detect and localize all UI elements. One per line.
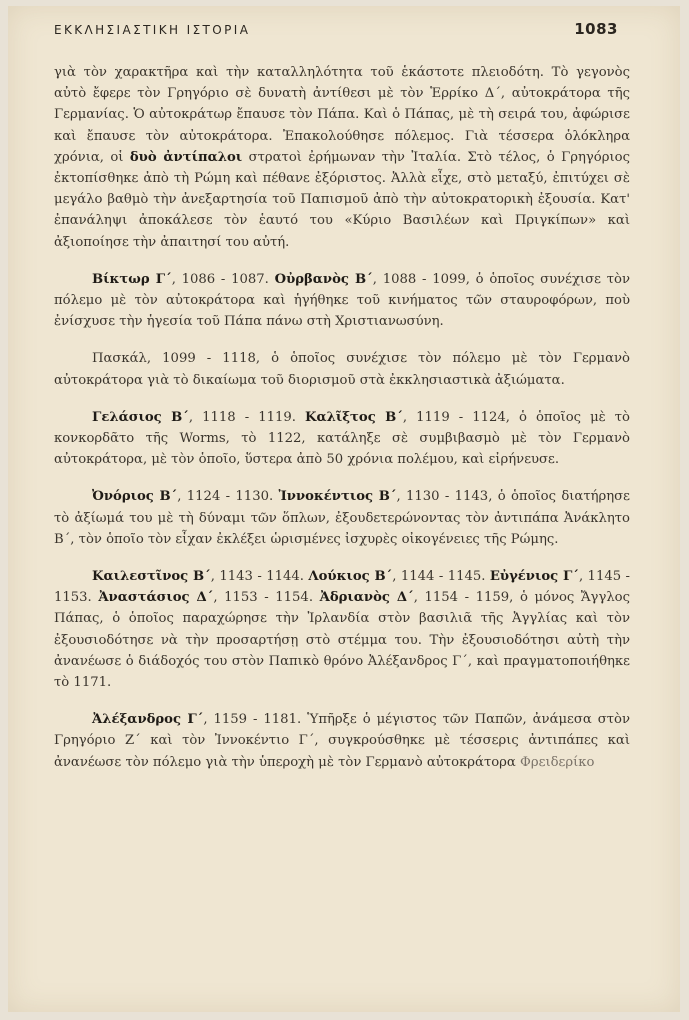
pope-name: Ἀλέξανδρος Γ΄: [92, 712, 204, 728]
pope-name: Ἀδριανὸς Δ΄: [319, 590, 414, 606]
pope-name: Λούκιος Β΄: [308, 569, 393, 585]
pope-name: Καιλεστῖνος Β΄: [92, 569, 211, 585]
page-body: [54, 62, 630, 773]
paragraph-entry: Καιλεστῖνος Β΄, 1143 - 1144. Λούκιος Β΄, 1144 - 1145. Εὐγένιος Γ΄, 1145 - 1153. Ἀναστάσιος Δ΄, 1153 - 1154. Ἀδριανὸς Δ΄, 1154 - 1159, ὁ μόνος Ἄγγλος Πάπας, ὁ ὁποῖος παραχώρησε τὴν Ἰρλανδία στὸν βασιλιᾶ τῆς Ἀγγλίας καὶ τὸν ἐξουσιοδότησε νὰ τὴν προσαρτήσῃ στὸ στέμμα του. Τὴν ἐξουσιοδότησι αὐτὴ τὴν ἀνανέωσε ὁ διάδοχός του στὸν Παπικὸ θρόνο Ἀλέξανδρος Γ΄, καὶ πραγματοποιήθηκε τὸ 1171.: [54, 569, 631, 691]
pope-name: Βίκτωρ Γ΄: [92, 271, 172, 287]
pope-name: Ὀνόριος Β΄: [92, 489, 178, 505]
pope-name: Εὐγένιος Γ΄: [489, 569, 579, 585]
pope-name: Οὐρβανὸς Β΄: [274, 271, 373, 287]
paragraph-entry: Πασκάλ, 1099 - 1118, ὁ ὁποῖος συνέχισε τὸν πόλεμο μὲ τὸν Γερμανὸ αὐτοκράτορα γιὰ τὸ δικαίωμα τοῦ διορισμοῦ στὰ ἐκκλησιαστικὰ ἀξιώματα.: [54, 351, 630, 388]
paragraph-entry: Ἀλέξανδρος Γ΄, 1159 - 1181. Ὑπῆρξε ὁ μέγιστος τῶν Παπῶν, ἀνάμεσα στὸν Γρηγόριο Ζ΄ καὶ τὸν Ἰννοκέντιο Γ΄, συγκρούσθηκε μὲ τέσσερις ἀντιπάπες καὶ ἀνανέωσε τὸν πόλεμο γιὰ τὴν ὑπεροχὴ μὲ τὸν Γερμανὸ αὐτοκράτορα Φρειδερίκο: [54, 712, 630, 770]
faded-text: Φρειδερίκο: [520, 754, 595, 770]
paragraph-entry: Γελάσιος Β΄, 1118 - 1119. Καλῖξτος Β΄, 1119 - 1124, ὁ ὁποῖος μὲ τὸ κονκορδᾶτο τῆς Worms, τὸ 1122, κατάληξε σὲ συμβιβασμὸ μὲ τὸν Γερμανὸ αὐτοκράτορα, μὲ τὸν ὁποῖο, ὕστερα ἀπὸ 50 χρόνια πολέμου, καὶ εἰρήνευσε.: [54, 409, 630, 468]
paragraph-entry: Ὀνόριος Β΄, 1124 - 1130. Ἰννοκέντιος Β΄, 1130 - 1143, ὁ ὁποῖος διατήρησε τὸ ἀξίωμά του μὲ τὴ δύναμι τῶν ὅπλων, ἐξουδετερώνοντας τὸν ἀντιπάπα Ἀνάκλητο Β΄, τὸν ὁποῖο τὸν εἶχαν ἐκλέξει ὡρισμένες ἰσχυρὲς οἰκογένειες τῆς Ρώμης.: [54, 489, 631, 547]
paragraph-entry: Βίκτωρ Γ΄, 1086 - 1087. Οὐρβανὸς Β΄, 1088 - 1099, ὁ ὁποῖος συνέχισε τὸν πόλεμο μὲ τὸν αὐτοκράτορα καὶ ἡγήθηκε τοῦ κινήματος τῶν σταυροφόρων, ποὺ ἐνίσχυσε τὴν ἡγεσία τοῦ Πάπα πάνω στὴ Χριστιανωσύνη.: [54, 271, 630, 330]
bold-phrase: δυὸ ἀντίπαλοι: [129, 149, 243, 165]
running-title: ΕΚΚΛΗΣΙΑΣΤΙΚΗ ΙΣΤΟΡΙΑ: [54, 23, 251, 37]
book-page: [8, 6, 680, 1012]
page-header: [54, 20, 618, 38]
paragraph-continuation: γιὰ τὸν χαρακτῆρα καὶ τὴν καταλληλότητα τοῦ ἑκάστοτε πλειοδότη. Τὸ γεγονὸς αὐτὸ ἔφερε τὸν Γρηγόριο σὲ δυνατὴ ἀντίθεσι μὲ τὸν Ἑρρίκο Δ΄, αὐτοκράτορα τῆς Γερμανίας. Ὁ αὐτοκράτωρ ἔπαυσε τὸν Πάπα. Καὶ ὁ Πάπας, μὲ τὴ σειρά του, ἀφώρισε καὶ ἔπαυσε τὸν αὐτοκράτορα. Ἐπακολούθησε πόλεμος. Γιὰ τέσσερα ὁλόκληρα χρόνια, οἱ δυὸ ἀντίπαλοι στρατοὶ ἐρήμωναν τὴν Ἰταλία. Στὸ τέλος, ὁ Γρηγόριος ἐκτοπίσθηκε ἀπὸ τὴ Ρώμη καὶ πέθανε ἐξόριστος. Ἀλλὰ εἶχε, στὸ μεταξύ, ἐπιτύχει σὲ μεγάλο βαθμὸ τὴν ἀνεξαρτησία τοῦ Παπισμοῦ ἀπὸ τὴν αὐτοκρατορικὴ ἐξουσία. Κατ' ἐπανάληψι ἀποκάλεσε τὸν ἑαυτό του «Κύριο Βασιλέων καὶ Πριγκίπων» καὶ ἀξιοποίησε τὴν ἀπαιτησί του αὐτή.: [54, 65, 630, 250]
page-number: 1083: [574, 20, 618, 38]
pope-name: Ἀναστάσιος Δ΄: [98, 590, 214, 606]
pope-name: Καλῖξτος Β΄: [305, 409, 403, 425]
pope-name: Ἰννοκέντιος Β΄: [278, 489, 397, 505]
pope-name: Γελάσιος Β΄: [92, 409, 189, 425]
